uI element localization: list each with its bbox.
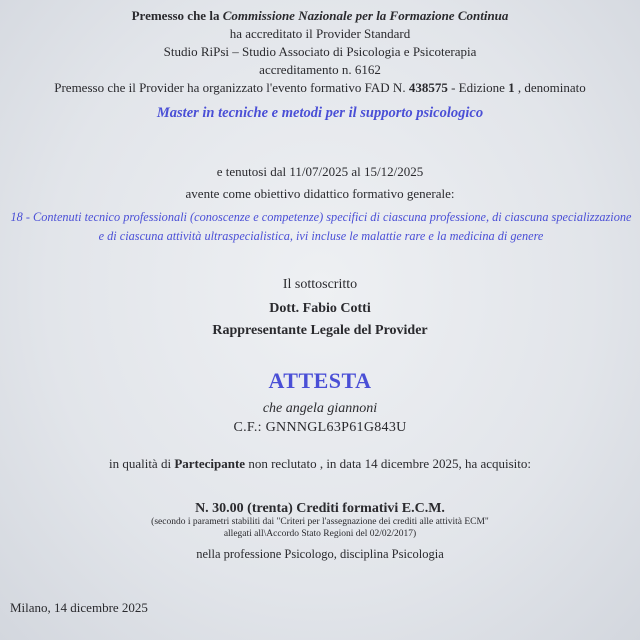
signer-role: Rappresentante Legale del Provider <box>212 323 428 338</box>
quality-suffix: non reclutato , in data 14 dicembre 2025, ha acquisito: <box>245 456 532 471</box>
header-line-commission <box>0 8 640 24</box>
attesta-heading: ATTESTA <box>268 368 372 393</box>
header-line-provider: ha accreditato il Provider Standard <box>229 26 411 41</box>
event-number: 438575 <box>408 80 448 95</box>
event-organization-line <box>0 80 640 96</box>
signer-name: Dott. Fabio Cotti <box>269 301 371 316</box>
event-organization-text: Premesso che il Provider ha organizzato l'evento formativo FAD N. <box>54 80 409 95</box>
denominated-text: , denominato <box>514 80 586 95</box>
participation-line <box>0 456 640 472</box>
place-date: Milano, 14 dicembre 2025 <box>10 600 148 615</box>
header-premise-text: Premesso che la <box>131 8 223 23</box>
credits-note-agreement: allegati all\Accordo Stato Regioni del 02/02/2017) <box>223 529 417 539</box>
event-dates: e tenutosi dal 11/07/2025 al 15/12/2025 <box>216 164 424 179</box>
profession-discipline: nella professione Psicologo, disciplina Psicologia <box>196 547 444 561</box>
participant-role: Partecipante <box>174 456 246 471</box>
tax-code: C.F.: GNNNGL63P61G843U <box>233 420 407 435</box>
accreditation-number: accreditamento n. 6162 <box>259 62 381 77</box>
commission-name: Commissione Nazionale per la Formazione Continua <box>222 8 509 23</box>
credits-note-criteria: (secondo i parametri stabiliti dai "Criteri per l'assegnazione dei crediti alle attività ECM" <box>151 517 489 527</box>
edition-label: - Edizione <box>447 80 509 95</box>
signer-intro: Il sottoscritto <box>282 277 358 292</box>
participant-name: che angela giannoni <box>262 401 378 416</box>
quality-prefix: in qualità di <box>108 456 175 471</box>
event-title: Master in tecniche e metodi per il supporto psicologico <box>156 105 484 121</box>
objective-intro: avente come obiettivo didattico formativo generale: <box>185 186 455 201</box>
edition-number: 1 <box>508 80 515 95</box>
credits-awarded: N. 30.00 (trenta) Crediti formativi E.C.M. <box>195 501 445 516</box>
provider-name: Studio RiPsi – Studio Associato di Psicologia e Psicoterapia <box>163 44 477 59</box>
objective-text: 18 - Contenuti tecnico professionali (conoscenze e competenze) specifici di ciascuna professione, di ciascuna specializzazione e di ciascuna attività ultraspecialistica, ivi incluse le malattie rare e la medicina di genere <box>10 210 632 243</box>
